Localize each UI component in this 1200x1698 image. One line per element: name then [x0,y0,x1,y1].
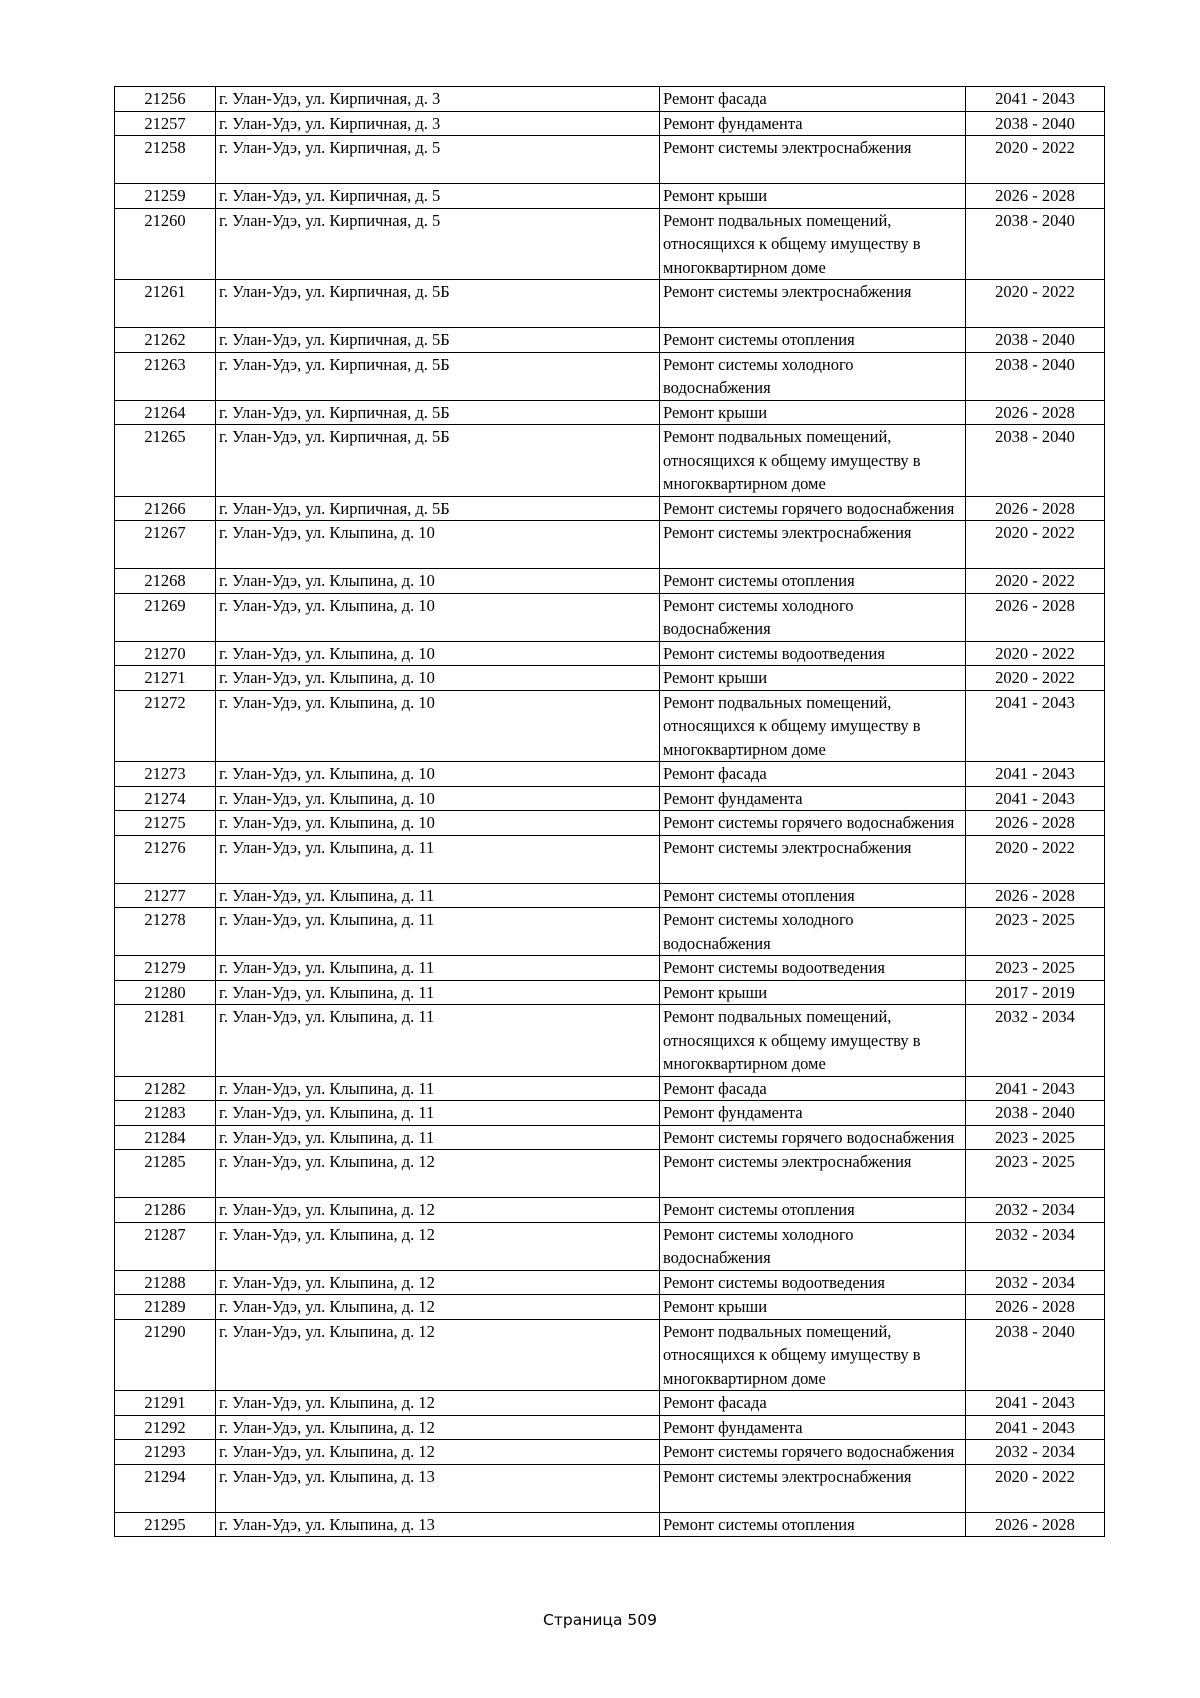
table-row [115,1512,1105,1537]
table-row [115,1464,1105,1512]
table-row [115,111,1105,136]
work-type-cell: Ремонт системы холодного водоснабжения [660,593,966,641]
table-row [115,980,1105,1005]
address-cell: г. Улан-Удэ, ул. Кирпичная, д. 5 [216,136,660,184]
period-cell: 2023 - 2025 [966,956,1105,981]
period-cell: 2026 - 2028 [966,593,1105,641]
address-cell: г. Улан-Удэ, ул. Клыпина, д. 13 [216,1464,660,1512]
address-cell: г. Улан-Удэ, ул. Клыпина, д. 11 [216,1005,660,1077]
work-type-cell: Ремонт фундамента [660,1101,966,1126]
work-type-cell: Ремонт системы отопления [660,328,966,353]
work-type-cell: Ремонт подвальных помещений, относящихся к общему имуществу в многоквартирном доме [660,1005,966,1077]
row-number-cell: 21295 [115,1512,216,1537]
period-cell: 2038 - 2040 [966,111,1105,136]
table-row [115,352,1105,400]
table-row [115,400,1105,425]
period-cell: 2026 - 2028 [966,184,1105,209]
address-cell: г. Улан-Удэ, ул. Клыпина, д. 10 [216,641,660,666]
period-cell: 2026 - 2028 [966,883,1105,908]
table-row [115,908,1105,956]
row-number-cell: 21259 [115,184,216,209]
row-number-cell: 21284 [115,1125,216,1150]
table-row [115,328,1105,353]
address-cell: г. Улан-Удэ, ул. Кирпичная, д. 3 [216,111,660,136]
table-row [115,666,1105,691]
row-number-cell: 21282 [115,1076,216,1101]
period-cell: 2032 - 2034 [966,1270,1105,1295]
row-number-cell: 21278 [115,908,216,956]
period-cell: 2038 - 2040 [966,1101,1105,1126]
address-cell: г. Улан-Удэ, ул. Клыпина, д. 11 [216,1101,660,1126]
work-type-cell: Ремонт подвальных помещений, относящихся к общему имуществу в многоквартирном доме [660,1319,966,1391]
table-row [115,593,1105,641]
work-type-cell: Ремонт фасада [660,762,966,787]
table-body [115,87,1105,1537]
work-type-cell: Ремонт системы электроснабжения [660,280,966,328]
period-cell: 2023 - 2025 [966,1125,1105,1150]
period-cell: 2041 - 2043 [966,1415,1105,1440]
row-number-cell: 21266 [115,496,216,521]
table-row [115,184,1105,209]
address-cell: г. Улан-Удэ, ул. Клыпина, д. 13 [216,1512,660,1537]
address-cell: г. Улан-Удэ, ул. Клыпина, д. 12 [216,1415,660,1440]
row-number-cell: 21289 [115,1295,216,1320]
work-type-cell: Ремонт подвальных помещений, относящихся к общему имуществу в многоквартирном доме [660,425,966,497]
table-row [115,1101,1105,1126]
table-row [115,1076,1105,1101]
row-number-cell: 21258 [115,136,216,184]
work-type-cell: Ремонт системы горячего водоснабжения [660,811,966,836]
table-row [115,1198,1105,1223]
address-cell: г. Улан-Удэ, ул. Клыпина, д. 10 [216,762,660,787]
table-row [115,1005,1105,1077]
address-cell: г. Улан-Удэ, ул. Клыпина, д. 10 [216,593,660,641]
table-row [115,786,1105,811]
row-number-cell: 21288 [115,1270,216,1295]
row-number-cell: 21256 [115,87,216,112]
period-cell: 2026 - 2028 [966,1512,1105,1537]
address-cell: г. Улан-Удэ, ул. Кирпичная, д. 5Б [216,400,660,425]
period-cell: 2041 - 2043 [966,786,1105,811]
row-number-cell: 21274 [115,786,216,811]
address-cell: г. Улан-Удэ, ул. Клыпина, д. 11 [216,980,660,1005]
table-row [115,1440,1105,1465]
row-number-cell: 21261 [115,280,216,328]
table-row [115,496,1105,521]
row-number-cell: 21286 [115,1198,216,1223]
row-number-cell: 21292 [115,1415,216,1440]
address-cell: г. Улан-Удэ, ул. Клыпина, д. 12 [216,1222,660,1270]
period-cell: 2020 - 2022 [966,280,1105,328]
work-type-cell: Ремонт системы отопления [660,1512,966,1537]
row-number-cell: 21257 [115,111,216,136]
address-cell: г. Улан-Удэ, ул. Кирпичная, д. 5Б [216,280,660,328]
period-cell: 2041 - 2043 [966,1076,1105,1101]
row-number-cell: 21287 [115,1222,216,1270]
address-cell: г. Улан-Удэ, ул. Клыпина, д. 12 [216,1295,660,1320]
table-row [115,87,1105,112]
work-type-cell: Ремонт системы водоотведения [660,1270,966,1295]
table-row [115,762,1105,787]
work-type-cell: Ремонт системы водоотведения [660,956,966,981]
work-type-cell: Ремонт фундамента [660,111,966,136]
work-type-cell: Ремонт системы электроснабжения [660,835,966,883]
period-cell: 2026 - 2028 [966,496,1105,521]
work-type-cell: Ремонт системы отопления [660,569,966,594]
period-cell: 2026 - 2028 [966,400,1105,425]
row-number-cell: 21269 [115,593,216,641]
row-number-cell: 21280 [115,980,216,1005]
address-cell: г. Улан-Удэ, ул. Клыпина, д. 10 [216,666,660,691]
table-row [115,1391,1105,1416]
row-number-cell: 21267 [115,521,216,569]
row-number-cell: 21272 [115,690,216,762]
work-type-cell: Ремонт крыши [660,184,966,209]
period-cell: 2017 - 2019 [966,980,1105,1005]
row-number-cell: 21294 [115,1464,216,1512]
row-number-cell: 21270 [115,641,216,666]
address-cell: г. Улан-Удэ, ул. Клыпина, д. 10 [216,690,660,762]
table-row [115,521,1105,569]
address-cell: г. Улан-Удэ, ул. Клыпина, д. 11 [216,1125,660,1150]
work-type-cell: Ремонт фундамента [660,1415,966,1440]
period-cell: 2032 - 2034 [966,1198,1105,1223]
period-cell: 2023 - 2025 [966,1150,1105,1198]
address-cell: г. Улан-Удэ, ул. Клыпина, д. 11 [216,1076,660,1101]
period-cell: 2041 - 2043 [966,762,1105,787]
period-cell: 2038 - 2040 [966,1319,1105,1391]
table-row [115,136,1105,184]
work-type-cell: Ремонт крыши [660,666,966,691]
period-cell: 2032 - 2034 [966,1005,1105,1077]
work-type-cell: Ремонт фасада [660,1076,966,1101]
period-cell: 2032 - 2034 [966,1440,1105,1465]
row-number-cell: 21290 [115,1319,216,1391]
period-cell: 2038 - 2040 [966,208,1105,280]
period-cell: 2020 - 2022 [966,136,1105,184]
row-number-cell: 21281 [115,1005,216,1077]
work-type-cell: Ремонт крыши [660,400,966,425]
period-cell: 2023 - 2025 [966,908,1105,956]
table-row [115,1270,1105,1295]
period-cell: 2041 - 2043 [966,87,1105,112]
address-cell: г. Улан-Удэ, ул. Клыпина, д. 10 [216,786,660,811]
work-type-cell: Ремонт подвальных помещений, относящихся к общему имуществу в многоквартирном доме [660,690,966,762]
table-row [115,690,1105,762]
work-type-cell: Ремонт системы отопления [660,1198,966,1223]
address-cell: г. Улан-Удэ, ул. Клыпина, д. 10 [216,521,660,569]
address-cell: г. Улан-Удэ, ул. Кирпичная, д. 5 [216,208,660,280]
address-cell: г. Улан-Удэ, ул. Кирпичная, д. 5Б [216,425,660,497]
address-cell: г. Улан-Удэ, ул. Кирпичная, д. 5Б [216,328,660,353]
work-type-cell: Ремонт системы горячего водоснабжения [660,496,966,521]
work-type-cell: Ремонт системы электроснабжения [660,136,966,184]
work-type-cell: Ремонт системы электроснабжения [660,1150,966,1198]
address-cell: г. Улан-Удэ, ул. Кирпичная, д. 5Б [216,352,660,400]
period-cell: 2020 - 2022 [966,569,1105,594]
address-cell: г. Улан-Удэ, ул. Кирпичная, д. 5Б [216,496,660,521]
table-row [115,280,1105,328]
period-cell: 2020 - 2022 [966,521,1105,569]
table-row [115,1150,1105,1198]
table-row [115,208,1105,280]
work-type-cell: Ремонт системы холодного водоснабжения [660,908,966,956]
work-type-cell: Ремонт системы холодного водоснабжения [660,1222,966,1270]
row-number-cell: 21285 [115,1150,216,1198]
address-cell: г. Улан-Удэ, ул. Клыпина, д. 12 [216,1319,660,1391]
work-type-cell: Ремонт фундамента [660,786,966,811]
table-row [115,1415,1105,1440]
work-type-cell: Ремонт подвальных помещений, относящихся к общему имуществу в многоквартирном доме [660,208,966,280]
row-number-cell: 21260 [115,208,216,280]
address-cell: г. Улан-Удэ, ул. Клыпина, д. 11 [216,956,660,981]
row-number-cell: 21273 [115,762,216,787]
table-row [115,1319,1105,1391]
table-row [115,956,1105,981]
address-cell: г. Улан-Удэ, ул. Клыпина, д. 11 [216,908,660,956]
address-cell: г. Улан-Удэ, ул. Кирпичная, д. 3 [216,87,660,112]
row-number-cell: 21265 [115,425,216,497]
row-number-cell: 21291 [115,1391,216,1416]
table-row [115,569,1105,594]
period-cell: 2020 - 2022 [966,835,1105,883]
period-cell: 2020 - 2022 [966,641,1105,666]
period-cell: 2041 - 2043 [966,690,1105,762]
period-cell: 2038 - 2040 [966,425,1105,497]
address-cell: г. Улан-Удэ, ул. Клыпина, д. 11 [216,883,660,908]
table-row [115,1222,1105,1270]
address-cell: г. Улан-Удэ, ул. Кирпичная, д. 5 [216,184,660,209]
table-row [115,835,1105,883]
table-row [115,1125,1105,1150]
period-cell: 2020 - 2022 [966,1464,1105,1512]
period-cell: 2032 - 2034 [966,1222,1105,1270]
period-cell: 2020 - 2022 [966,666,1105,691]
row-number-cell: 21262 [115,328,216,353]
row-number-cell: 21293 [115,1440,216,1465]
row-number-cell: 21268 [115,569,216,594]
address-cell: г. Улан-Удэ, ул. Клыпина, д. 11 [216,835,660,883]
address-cell: г. Улан-Удэ, ул. Клыпина, д. 12 [216,1391,660,1416]
row-number-cell: 21271 [115,666,216,691]
table-row [115,1295,1105,1320]
work-type-cell: Ремонт системы водоотведения [660,641,966,666]
work-type-cell: Ремонт системы горячего водоснабжения [660,1125,966,1150]
period-cell: 2038 - 2040 [966,328,1105,353]
address-cell: г. Улан-Удэ, ул. Клыпина, д. 10 [216,569,660,594]
work-type-cell: Ремонт системы электроснабжения [660,1464,966,1512]
work-type-cell: Ремонт крыши [660,980,966,1005]
work-type-cell: Ремонт системы электроснабжения [660,521,966,569]
period-cell: 2038 - 2040 [966,352,1105,400]
address-cell: г. Улан-Удэ, ул. Клыпина, д. 12 [216,1440,660,1465]
address-cell: г. Улан-Удэ, ул. Клыпина, д. 10 [216,811,660,836]
repair-schedule-table [114,86,1105,1537]
work-type-cell: Ремонт системы горячего водоснабжения [660,1440,966,1465]
address-cell: г. Улан-Удэ, ул. Клыпина, д. 12 [216,1270,660,1295]
address-cell: г. Улан-Удэ, ул. Клыпина, д. 12 [216,1150,660,1198]
row-number-cell: 21264 [115,400,216,425]
table-row [115,811,1105,836]
work-type-cell: Ремонт системы отопления [660,883,966,908]
table-row [115,883,1105,908]
table-row [115,425,1105,497]
period-cell: 2026 - 2028 [966,1295,1105,1320]
page-number: Страница 509 [543,1611,657,1629]
period-cell: 2041 - 2043 [966,1391,1105,1416]
row-number-cell: 21276 [115,835,216,883]
row-number-cell: 21263 [115,352,216,400]
row-number-cell: 21277 [115,883,216,908]
work-type-cell: Ремонт фасада [660,1391,966,1416]
work-type-cell: Ремонт крыши [660,1295,966,1320]
row-number-cell: 21283 [115,1101,216,1126]
row-number-cell: 21275 [115,811,216,836]
work-type-cell: Ремонт фасада [660,87,966,112]
address-cell: г. Улан-Удэ, ул. Клыпина, д. 12 [216,1198,660,1223]
table-row [115,641,1105,666]
row-number-cell: 21279 [115,956,216,981]
work-type-cell: Ремонт системы холодного водоснабжения [660,352,966,400]
period-cell: 2026 - 2028 [966,811,1105,836]
